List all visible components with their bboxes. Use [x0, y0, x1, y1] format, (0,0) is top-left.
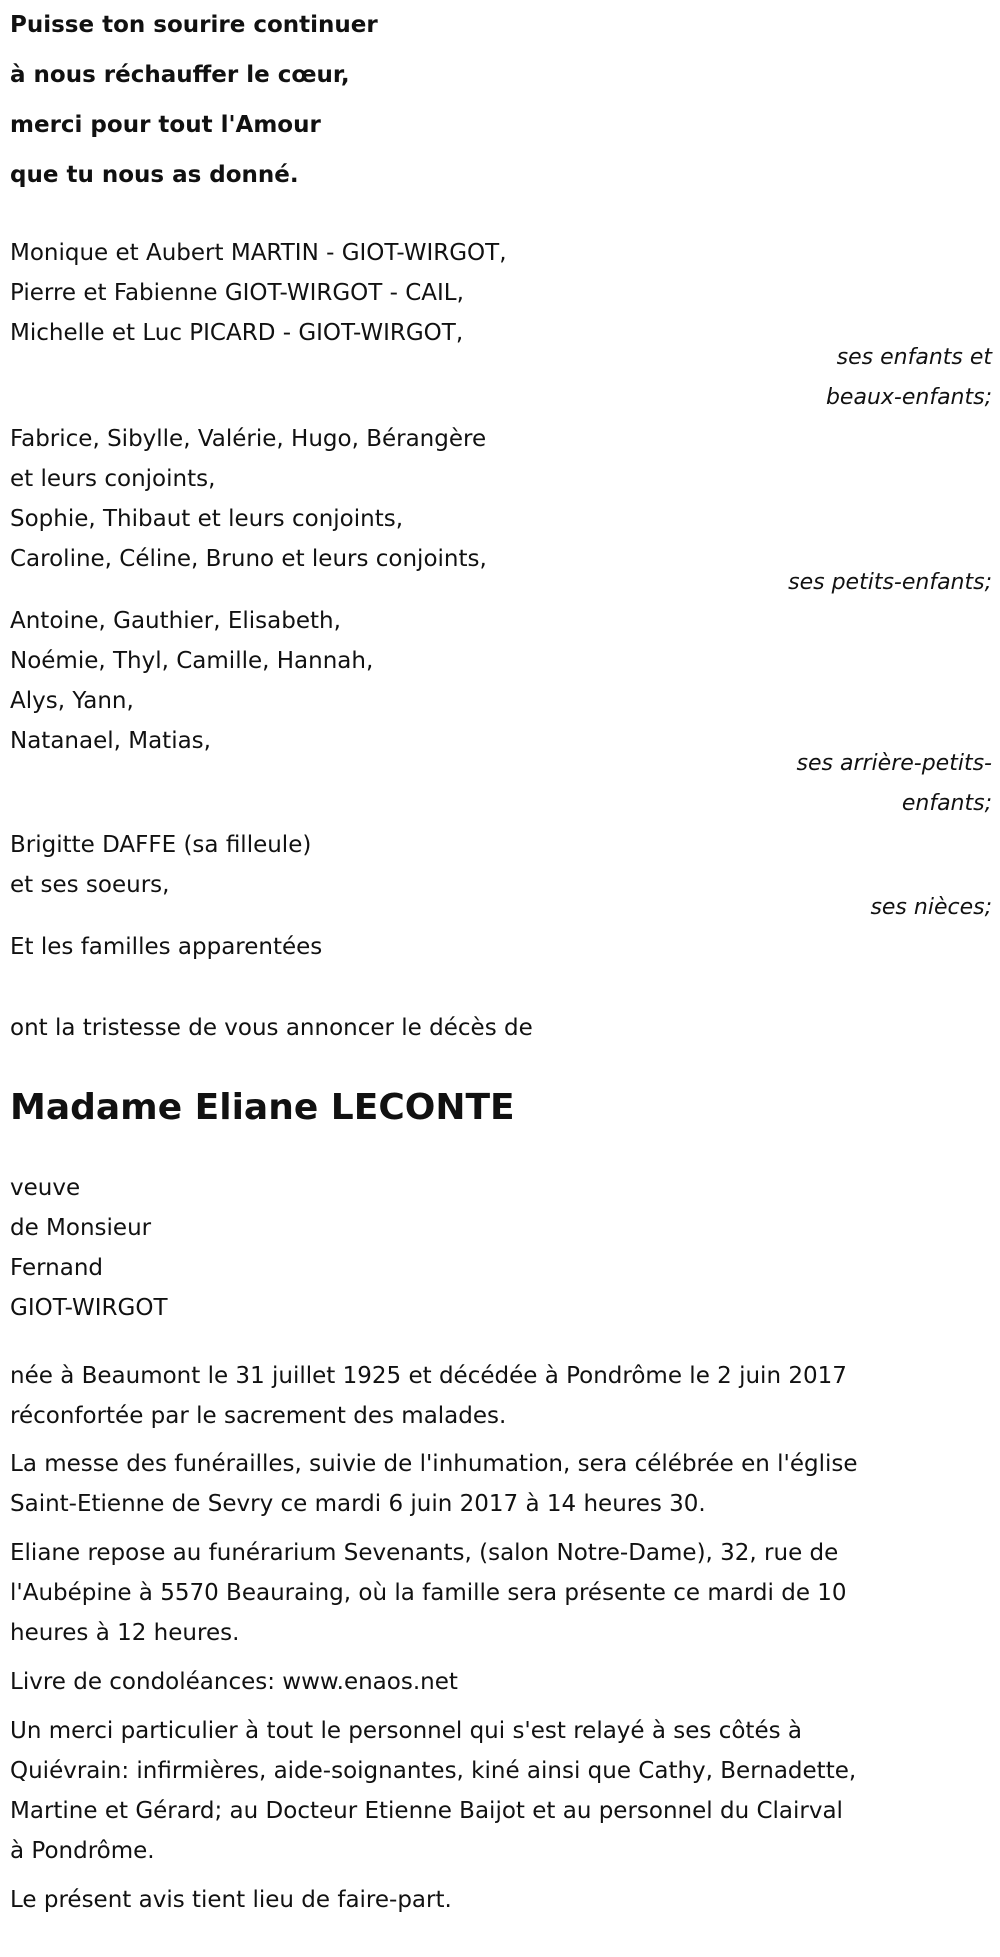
family-line: Fabrice, Sibylle, Valérie, Hugo, Bérangère [10, 426, 487, 452]
quote-line: Puisse ton sourire continuer [10, 12, 378, 38]
detail-line: réconfortée par le sacrement des malades. [10, 1403, 507, 1429]
detail-line: à Pondrôme. [10, 1838, 155, 1864]
detail-line: née à Beaumont le 31 juillet 1925 et décédée à Pondrôme le 2 juin 2017 [10, 1363, 847, 1389]
widow-block [10, 1168, 168, 1328]
great-grandchildren-role [797, 744, 992, 824]
nieces-role [870, 888, 992, 928]
role-line: ses petits-enfants; [788, 570, 992, 595]
family-line: Monique et Aubert MARTIN - GIOT-WIRGOT, [10, 240, 507, 266]
detail-paragraph-birth [10, 1356, 847, 1436]
widow-line: de Monsieur [10, 1215, 152, 1241]
family-line: Brigitte DAFFE (sa filleule) [10, 832, 312, 858]
widow-line: veuve [10, 1175, 81, 1201]
detail-line: Quiévrain: infirmières, aide-soignantes, kiné ainsi que Cathy, Bernadette, [10, 1758, 857, 1784]
family-line: et leurs conjoints, [10, 466, 216, 492]
role-line: ses enfants et [836, 345, 992, 370]
family-line: et ses soeurs, [10, 872, 170, 898]
family-line: Sophie, Thibaut et leurs conjoints, [10, 506, 404, 532]
detail-line: Livre de condoléances: www.enaos.net [10, 1669, 458, 1695]
nieces-list [10, 825, 311, 905]
detail-line: Eliane repose au funérarium Sevenants, (salon Notre-Dame), 32, rue de [10, 1540, 839, 1566]
family-line: Caroline, Céline, Bruno et leurs conjoints, [10, 546, 487, 572]
quote-line: que tu nous as donné. [10, 162, 299, 188]
families-line: Et les familles apparentées [10, 934, 323, 960]
families-line-block [10, 927, 322, 967]
role-line: ses arrière-petits- [796, 751, 992, 776]
children-role [826, 338, 992, 418]
children-list [10, 233, 507, 353]
family-line: Noémie, Thyl, Camille, Hannah, [10, 648, 374, 674]
detail-line: Un merci particulier à tout le personnel qui s'est relayé à ses côtés à [10, 1718, 802, 1744]
detail-paragraph-thanks [10, 1711, 856, 1871]
widow-line: Fernand [10, 1255, 104, 1281]
family-line: Natanael, Matias, [10, 728, 211, 754]
detail-paragraph-condolences [10, 1662, 458, 1702]
family-line: Michelle et Luc PICARD - GIOT-WIRGOT, [10, 320, 464, 346]
detail-line: Le présent avis tient lieu de faire-part. [10, 1887, 452, 1913]
grandchildren-list [10, 419, 487, 579]
role-line: ses nièces; [870, 895, 992, 920]
grandchildren-role [788, 563, 992, 603]
great-grandchildren-list [10, 601, 373, 761]
opening-quote [10, 0, 378, 200]
detail-line: l'Aubépine à 5570 Beauraing, où la famille sera présente ce mardi de 10 [10, 1580, 847, 1606]
role-line: enfants; [901, 791, 992, 816]
announcement-line: ont la tristesse de vous annoncer le décès de [10, 1015, 533, 1041]
quote-line: merci pour tout l'Amour [10, 112, 321, 138]
detail-paragraph-funerarium [10, 1533, 847, 1653]
detail-paragraph-notice [10, 1880, 452, 1920]
family-line: Antoine, Gauthier, Elisabeth, [10, 608, 341, 634]
quote-line: à nous réchauffer le cœur, [10, 62, 350, 88]
deceased-name: Madame Eliane LECONTE [10, 1087, 515, 1128]
detail-line: Martine et Gérard; au Docteur Etienne Baijot et au personnel du Clairval [10, 1798, 843, 1824]
detail-line: Saint-Etienne de Sevry ce mardi 6 juin 2017 à 14 heures 30. [10, 1491, 706, 1517]
role-line: beaux-enfants; [825, 385, 992, 410]
detail-paragraph-mass [10, 1444, 858, 1524]
announcement-block [10, 1008, 533, 1048]
widow-line: GIOT-WIRGOT [10, 1295, 168, 1321]
detail-line: heures à 12 heures. [10, 1620, 240, 1646]
family-line: Alys, Yann, [10, 688, 134, 714]
detail-line: La messe des funérailles, suivie de l'inhumation, sera célébrée en l'église [10, 1451, 858, 1477]
family-line: Pierre et Fabienne GIOT-WIRGOT - CAIL, [10, 280, 464, 306]
